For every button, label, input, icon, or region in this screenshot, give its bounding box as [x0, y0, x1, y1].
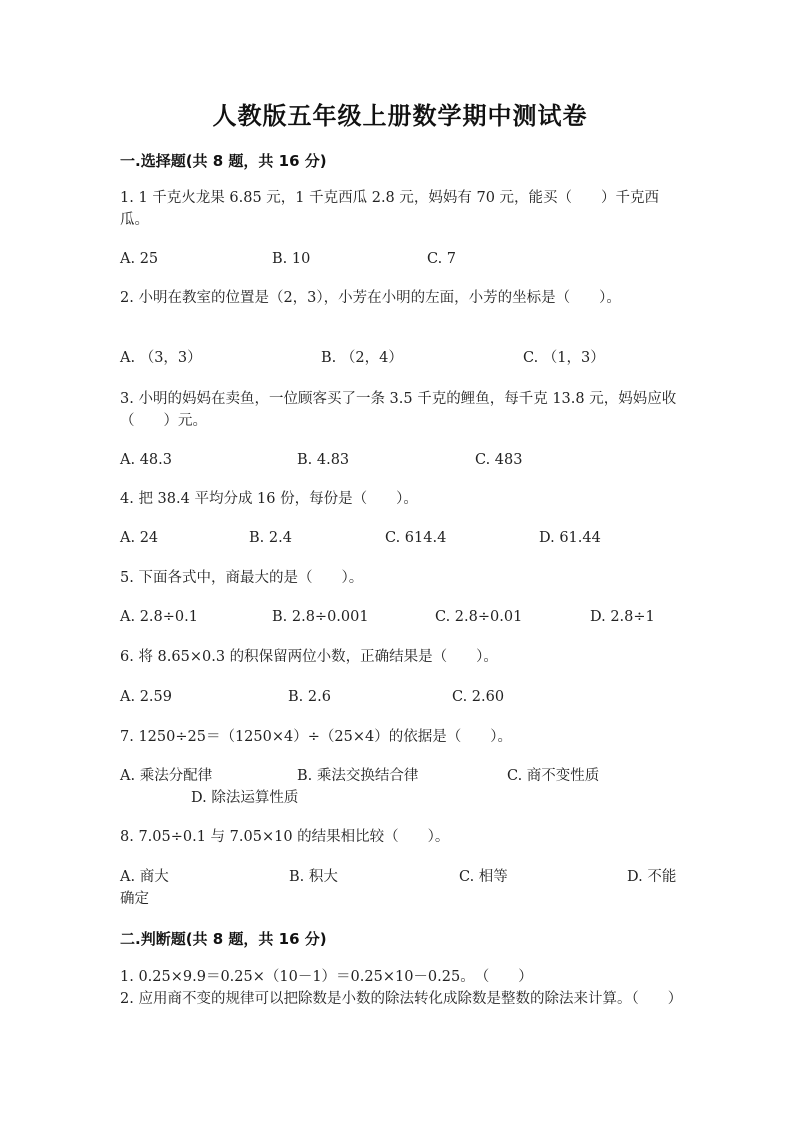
option-7a: A. 乘法分配律	[120, 768, 213, 784]
option-4a: A. 24	[120, 530, 159, 546]
option-6a: A. 2.59	[120, 689, 172, 705]
option-4d: D. 61.44	[539, 530, 601, 546]
option-5d: D. 2.8÷1	[590, 609, 655, 625]
question-4: 4. 把 38.4 平均分成 16 份，每份是（ ）。	[120, 491, 418, 507]
option-7d: D. 除法运算性质	[191, 790, 299, 806]
option-3b: B. 4.83	[297, 452, 350, 468]
option-8c: C. 相等	[459, 869, 508, 885]
section-heading-choice: 一.选择题(共 8 题，共 16 分)	[120, 152, 327, 170]
option-5c: C. 2.8÷0.01	[435, 609, 523, 625]
judge-question-1: 1. 0.25×9.9＝0.25×（10－1）＝0.25×10－0.25。 （ ）	[120, 969, 533, 985]
option-8a: A. 商大	[120, 869, 169, 885]
question-8: 8. 7.05÷0.1 与 7.05×10 的结果相比较（ ）。	[120, 829, 450, 845]
question-6: 6. 将 8.65×0.3 的积保留两位小数，正确结果是（ ）。	[120, 649, 498, 665]
option-5b: B. 2.8÷0.001	[272, 609, 369, 625]
question-7: 7. 1250÷25＝（1250×4）÷（25×4）的依据是（ ）。	[120, 729, 512, 745]
option-2a: A. （3，3）	[120, 350, 202, 366]
option-7c: C. 商不变性质	[507, 768, 600, 784]
option-1b: B. 10	[272, 251, 311, 267]
question-5: 5. 下面各式中，商最大的是（ ）。	[120, 570, 364, 586]
option-7b: B. 乘法交换结合律	[297, 768, 419, 784]
option-8d-continued: 确定	[120, 891, 149, 907]
judge-question-2: 2. 应用商不变的规律可以把除数是小数的除法转化成除数是整数的除法来计算。（ ）	[120, 991, 683, 1007]
question-1: 1. 1 千克火龙果 6.85 元，1 千克西瓜 2.8 元，妈妈有 70 元，能买（ ）千克西瓜。	[120, 190, 660, 228]
option-1a: A. 25	[120, 251, 159, 267]
option-6b: B. 2.6	[288, 689, 331, 705]
option-4b: B. 2.4	[249, 530, 292, 546]
option-4c: C. 614.4	[385, 530, 447, 546]
option-6c: C. 2.60	[452, 689, 505, 705]
option-8b: B. 积大	[289, 869, 338, 885]
question-3: 3. 小明的妈妈在卖鱼，一位顾客买了一条 3.5 千克的鲤鱼，每千克 13.8 元，妈妈应收（ ）元。	[120, 391, 677, 429]
option-8d: D. 不能	[627, 869, 677, 885]
option-5a: A. 2.8÷0.1	[120, 609, 198, 625]
section-heading-judge: 二.判断题(共 8 题，共 16 分)	[120, 930, 327, 948]
page-title: 人教版五年级上册数学期中测试卷	[212, 102, 588, 130]
option-2c: C. （1，3）	[523, 350, 605, 366]
question-2: 2. 小明在教室的位置是（2，3），小芳在小明的左面，小芳的坐标是（ ）。	[120, 290, 621, 306]
option-3c: C. 483	[475, 452, 523, 468]
option-3a: A. 48.3	[120, 452, 172, 468]
option-1c: C. 7	[427, 251, 457, 267]
option-2b: B. （2，4）	[321, 350, 403, 366]
